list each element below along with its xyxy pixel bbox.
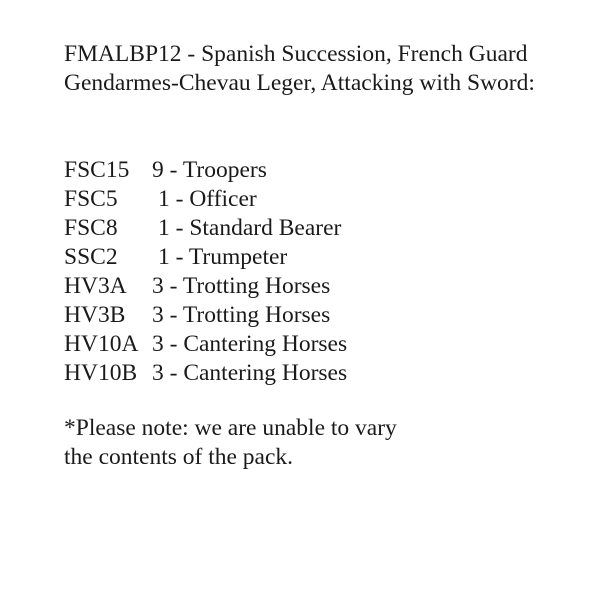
item-code: HV10B bbox=[64, 360, 138, 386]
item-description: 3 - Cantering Horses bbox=[152, 360, 348, 386]
item-description: 1 - Trumpeter bbox=[158, 244, 288, 270]
list-item bbox=[64, 156, 347, 185]
list-item bbox=[64, 185, 347, 214]
item-code: HV3A bbox=[64, 273, 127, 299]
item-code: FSC5 bbox=[64, 186, 118, 212]
pack-contents-list bbox=[64, 156, 347, 388]
note-line-1: *Please note: we are unable to vary bbox=[64, 415, 397, 441]
list-item bbox=[64, 359, 347, 388]
item-description: 1 - Standard Bearer bbox=[158, 215, 342, 241]
list-item bbox=[64, 214, 347, 243]
item-description: 3 - Trotting Horses bbox=[152, 273, 331, 299]
item-description: 9 - Troopers bbox=[152, 157, 267, 183]
pack-note bbox=[64, 414, 397, 472]
note-line-2: the contents of the pack. bbox=[64, 444, 294, 470]
list-item bbox=[64, 330, 347, 359]
item-code: HV3B bbox=[64, 302, 126, 328]
item-description: 3 - Cantering Horses bbox=[152, 331, 348, 357]
item-description: 1 - Officer bbox=[158, 186, 257, 212]
item-code: FSC8 bbox=[64, 215, 118, 241]
pack-title-line-2: Gendarmes-Chevau Leger, Attacking with Sword: bbox=[64, 70, 535, 96]
list-item bbox=[64, 301, 347, 330]
list-item bbox=[64, 243, 347, 272]
item-description: 3 - Trotting Horses bbox=[152, 302, 331, 328]
item-code: FSC15 bbox=[64, 157, 130, 183]
list-item bbox=[64, 272, 347, 301]
item-code: SSC2 bbox=[64, 244, 118, 270]
pack-title-line-1: FMALBP12 - Spanish Succession, French Guard bbox=[64, 41, 528, 67]
item-code: HV10A bbox=[64, 331, 139, 357]
